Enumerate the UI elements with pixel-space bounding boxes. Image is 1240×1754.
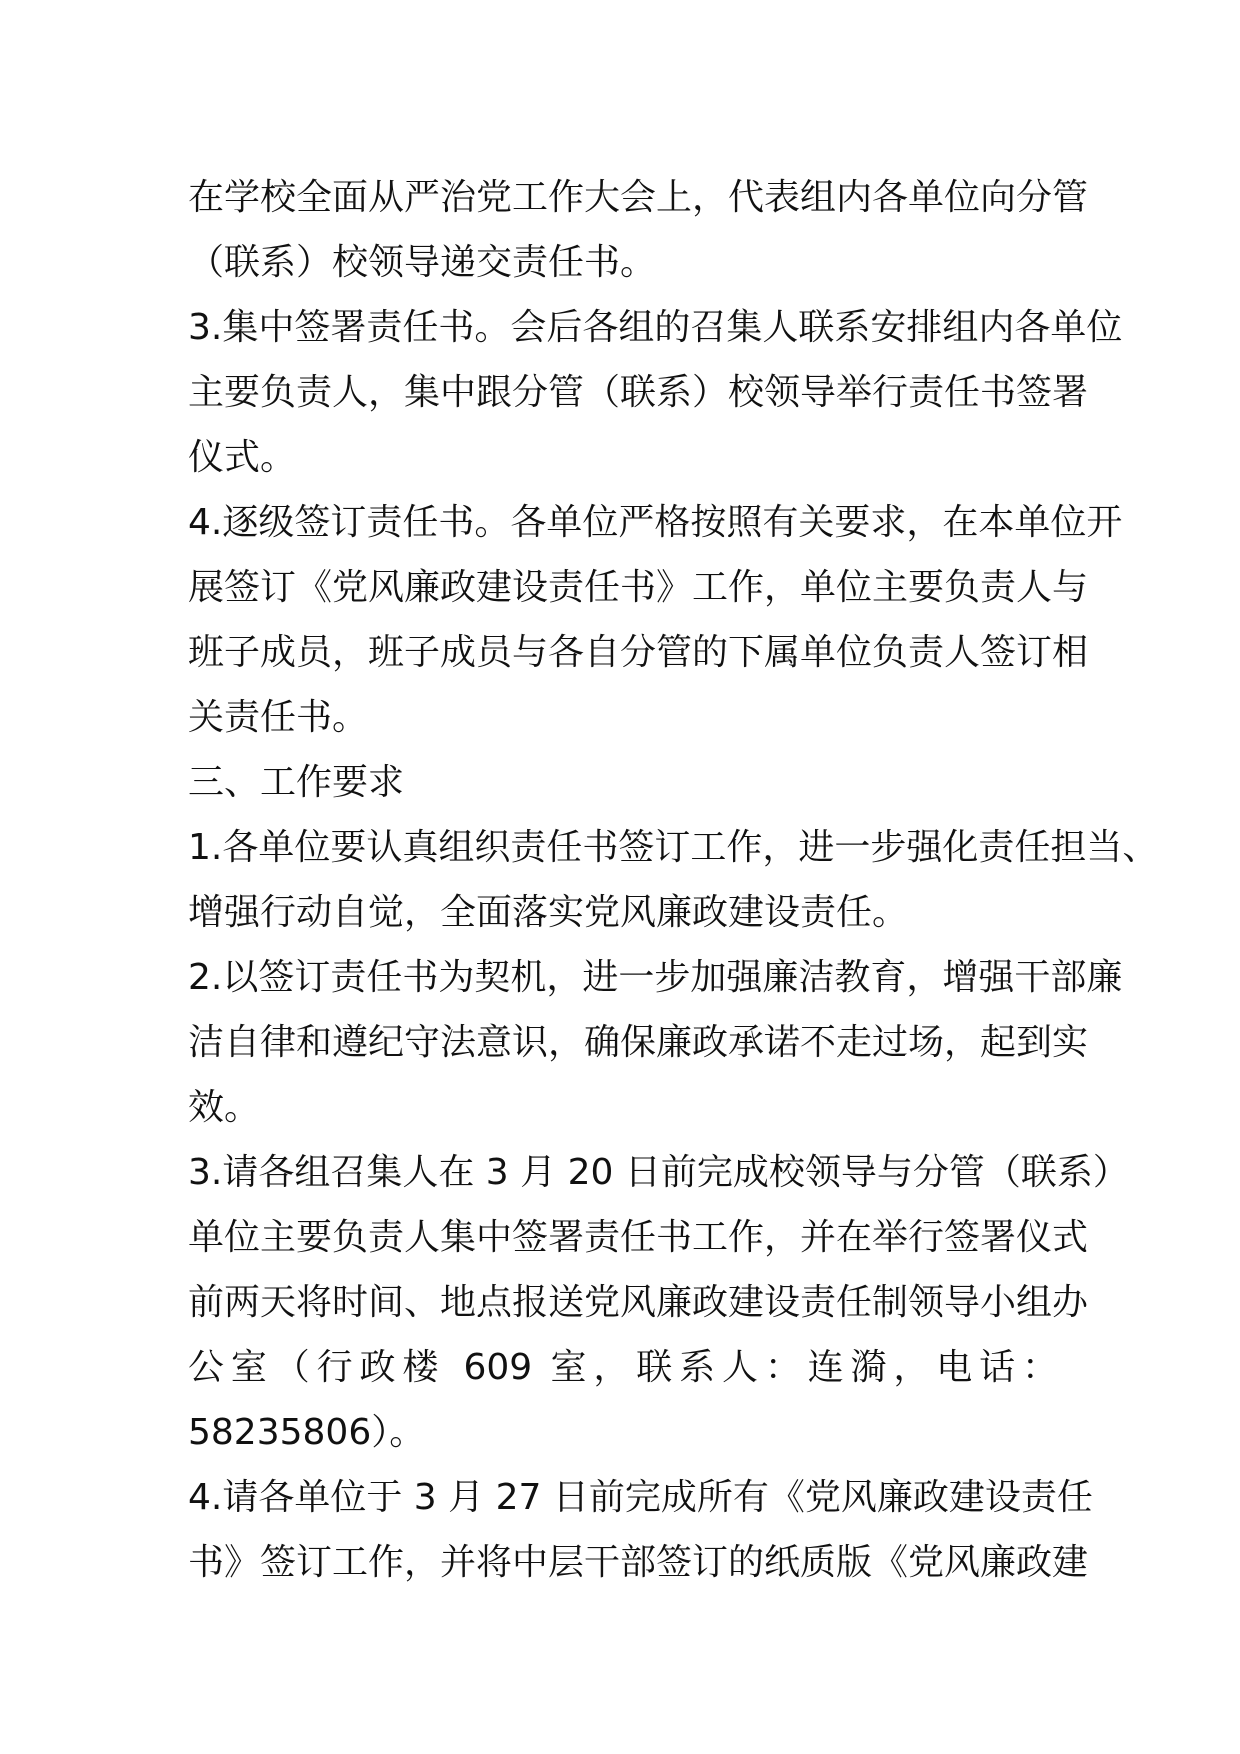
paragraph-line: 关责任书。 — [188, 697, 369, 738]
paragraph-line: 公室（行政楼 609 室，联系人：连漪，电话： — [188, 1347, 1058, 1388]
paragraph-line: 3.集中签署责任书。会后各组的召集人联系安排组内各单位 — [188, 307, 1123, 348]
paragraph-line: 前两天将时间、地点报送党风廉政建设责任制领导小组办 — [188, 1282, 1089, 1323]
paragraph-line: 2.以签订责任书为契机，进一步加强廉洁教育，增强干部廉 — [188, 957, 1123, 998]
paragraph-line: 仪式。 — [188, 437, 297, 478]
paragraph-line: 展签订《党风廉政建设责任书》工作，单位主要负责人与 — [188, 567, 1089, 608]
section-heading: 三、工作要求 — [188, 762, 405, 803]
paragraph-line: 洁自律和遵纪守法意识，确保廉政承诺不走过场，起到实 — [188, 1022, 1089, 1063]
paragraph-line: 主要负责人，集中跟分管（联系）校领导举行责任书签署 — [188, 372, 1089, 413]
paragraph-line: 3.请各组召集人在 3 月 20 日前完成校领导与分管（联系） — [188, 1152, 1129, 1193]
paragraph-line: 4.逐级签订责任书。各单位严格按照有关要求，在本单位开 — [188, 502, 1123, 543]
paragraph-line: 4.请各单位于 3 月 27 日前完成所有《党风廉政建设责任 — [188, 1477, 1093, 1518]
paragraph-line: 班子成员，班子成员与各自分管的下属单位负责人签订相 — [188, 632, 1089, 673]
paragraph-line: 在学校全面从严治党工作大会上，代表组内各单位向分管 — [188, 177, 1089, 218]
paragraph-line: （联系）校领导递交责任书。 — [188, 242, 657, 283]
paragraph-line: 效。 — [188, 1087, 261, 1128]
document-body — [188, 165, 1159, 1595]
paragraph-line: 增强行动自觉，全面落实党风廉政建设责任。 — [188, 892, 909, 933]
paragraph-line: 58235806）。 — [188, 1412, 426, 1453]
paragraph-line: 1.各单位要认真组织责任书签订工作，进一步强化责任担当、 — [188, 827, 1159, 868]
paragraph-line: 书》签订工作，并将中层干部签订的纸质版《党风廉政建 — [188, 1542, 1089, 1583]
paragraph-line: 单位主要负责人集中签署责任书工作，并在举行签署仪式 — [188, 1217, 1089, 1258]
